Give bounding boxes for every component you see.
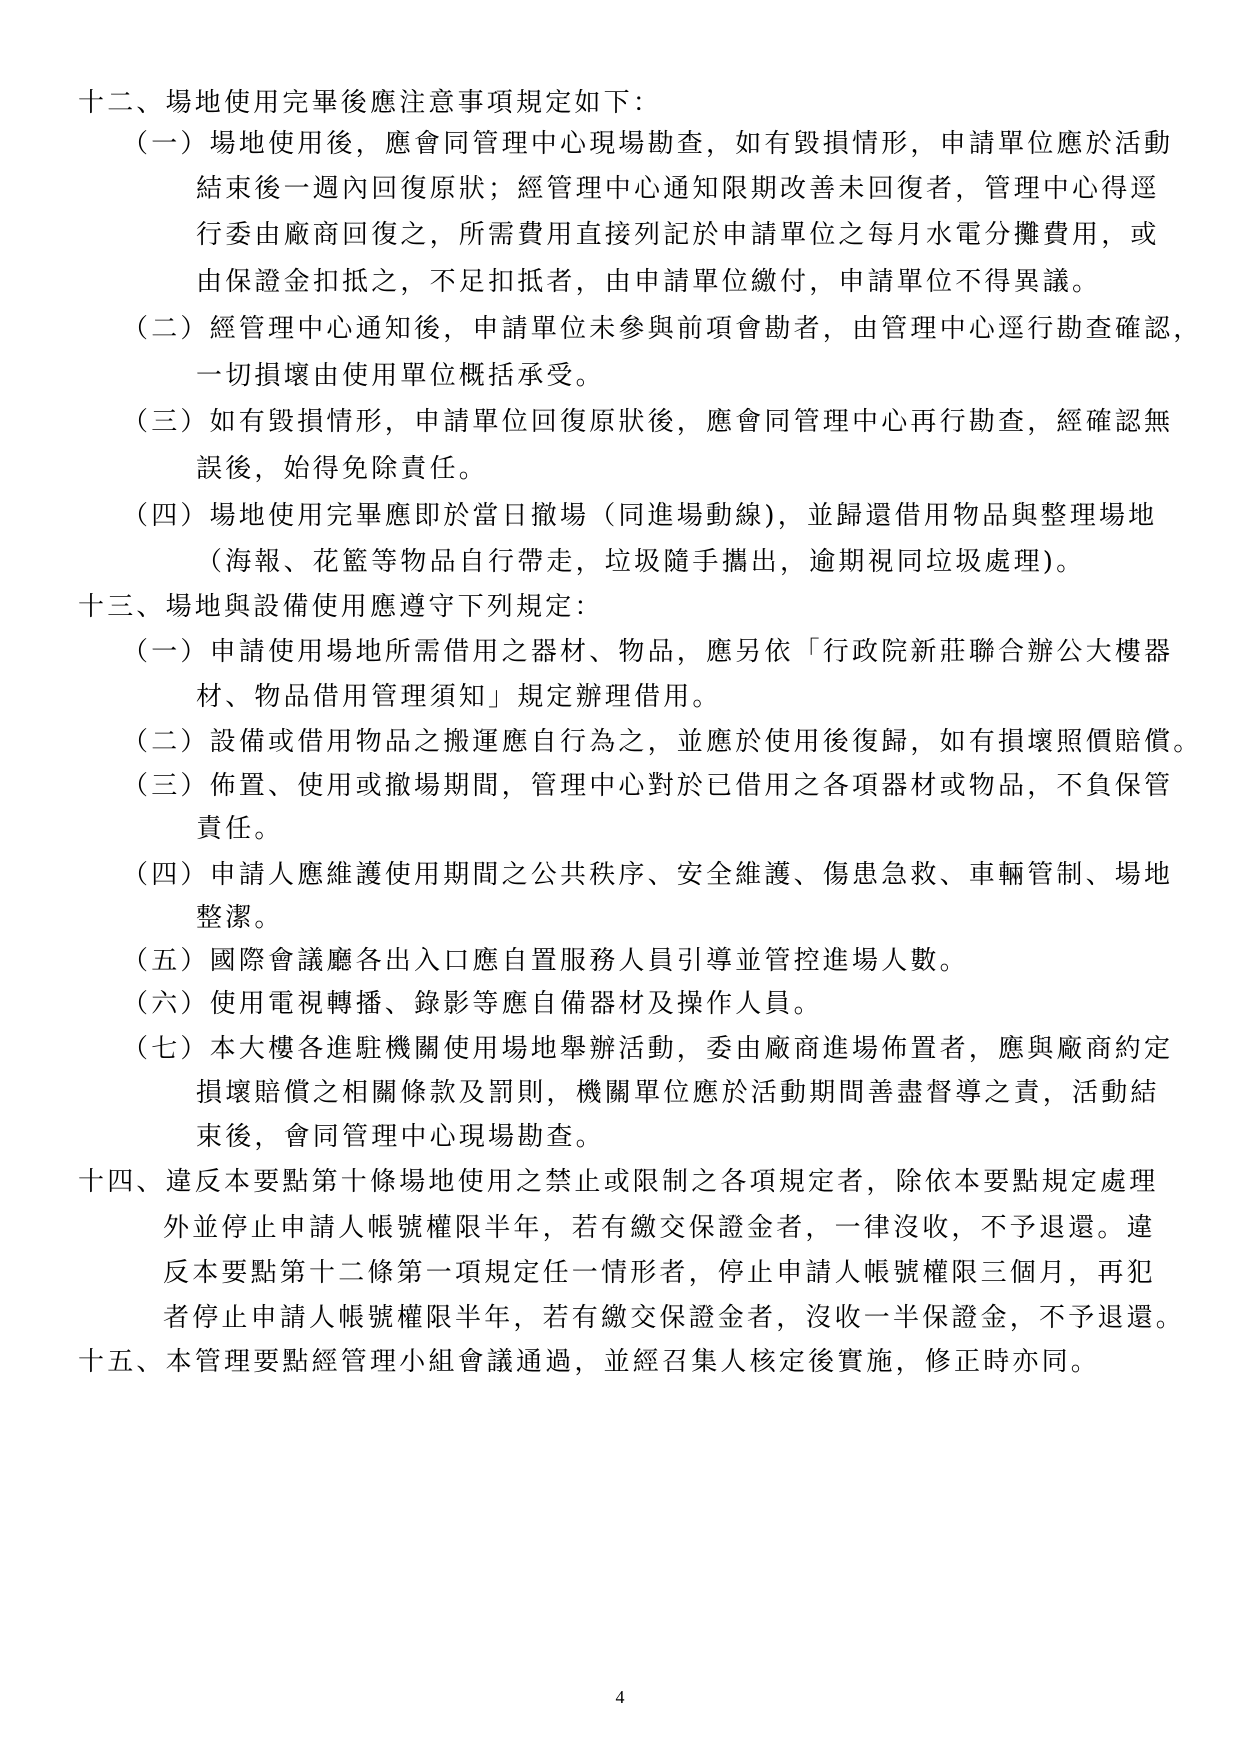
- page-number: 4: [615, 1687, 625, 1707]
- section-heading-13: 十三、場地與設備使用應遵守下列規定：: [78, 592, 604, 622]
- section-heading-15: 十五、本管理要點經管理小組會議通過，並經召集人核定後實施，修正時亦同。: [78, 1347, 1101, 1377]
- clause-line: 反本要點第十二條第一項規定任一情形者，停止申請人帳號權限三個月，再犯: [163, 1258, 1156, 1288]
- clause-line: （海報、花籃等物品自行帶走，垃圾隨手攜出，逾期視同垃圾處理)。: [196, 547, 1086, 577]
- clause-line: 束後，會同管理中心現場勘查。: [196, 1122, 605, 1152]
- clause-line: 損壞賠償之相關條款及罰則，機關單位應於活動期間善盡督導之責，活動結: [196, 1078, 1160, 1108]
- clause-line: （三）佈置、使用或撤場期間，管理中心對於已借用之各項器材或物品，不負保管: [122, 771, 1174, 801]
- clause-line: 誤後，始得免除責任。: [196, 454, 489, 484]
- clause-line: 外並停止申請人帳號權限半年，若有繳交保證金者，一律沒收，不予退還。違: [163, 1213, 1156, 1243]
- clause-line: （六）使用電視轉播、錄影等應自備器材及操作人員。: [122, 989, 823, 1019]
- clause-line: 材、物品借用管理須知」規定辦理借用。: [196, 682, 722, 712]
- clause-line: （五）國際會議廳各出入口應自置服務人員引導並管控進場人數。: [122, 946, 969, 976]
- clause-line: （三）如有毀損情形，申請單位回復原狀後，應會同管理中心再行勘查，經確認無: [122, 407, 1174, 437]
- section-heading-14: 十四、違反本要點第十條場地使用之禁止或限制之各項規定者，除依本要點規定處理: [78, 1167, 1159, 1197]
- clause-line: （一）場地使用後，應會同管理中心現場勘查，如有毀損情形，申請單位應於活動: [122, 129, 1174, 159]
- clause-line: 責任。: [196, 814, 284, 844]
- clause-line: （二）經管理中心通知後，申請單位未參與前項會勘者，由管理中心逕行勘查確認，: [122, 314, 1203, 344]
- clause-line: （四）申請人應維護使用期間之公共秩序、安全維護、傷患急救、車輛管制、場地: [122, 860, 1174, 890]
- clause-line: 由保證金扣抵之，不足扣抵者，由申請單位繳付，申請單位不得異議。: [196, 267, 1102, 297]
- clause-line: （一）申請使用場地所需借用之器材、物品，應另依「行政院新莊聯合辦公大樓器: [122, 637, 1174, 667]
- clause-line: 一切損壞由使用單位概括承受。: [196, 361, 605, 391]
- clause-line: 結束後一週內回復原狀；經管理中心通知限期改善未回復者，管理中心得逕: [196, 174, 1160, 204]
- clause-line: （二）設備或借用物品之搬運應自行為之，並應於使用後復歸，如有損壞照價賠償。: [122, 727, 1203, 757]
- clause-line: 者停止申請人帳號權限半年，若有繳交保證金者，沒收一半保證金，不予退還。: [163, 1303, 1186, 1333]
- section-heading-12: 十二、場地使用完畢後應注意事項規定如下：: [78, 88, 663, 118]
- clause-line: 行委由廠商回復之，所需費用直接列記於申請單位之每月水電分攤費用，或: [196, 220, 1160, 250]
- clause-line: （七）本大樓各進駐機關使用場地舉辦活動，委由廠商進場佈置者，應與廠商約定: [122, 1034, 1174, 1064]
- clause-line: 整潔。: [196, 903, 284, 933]
- clause-line: （四）場地使用完畢應即於當日撤場（同進場動線)，並歸還借用物品與整理場地: [122, 501, 1158, 531]
